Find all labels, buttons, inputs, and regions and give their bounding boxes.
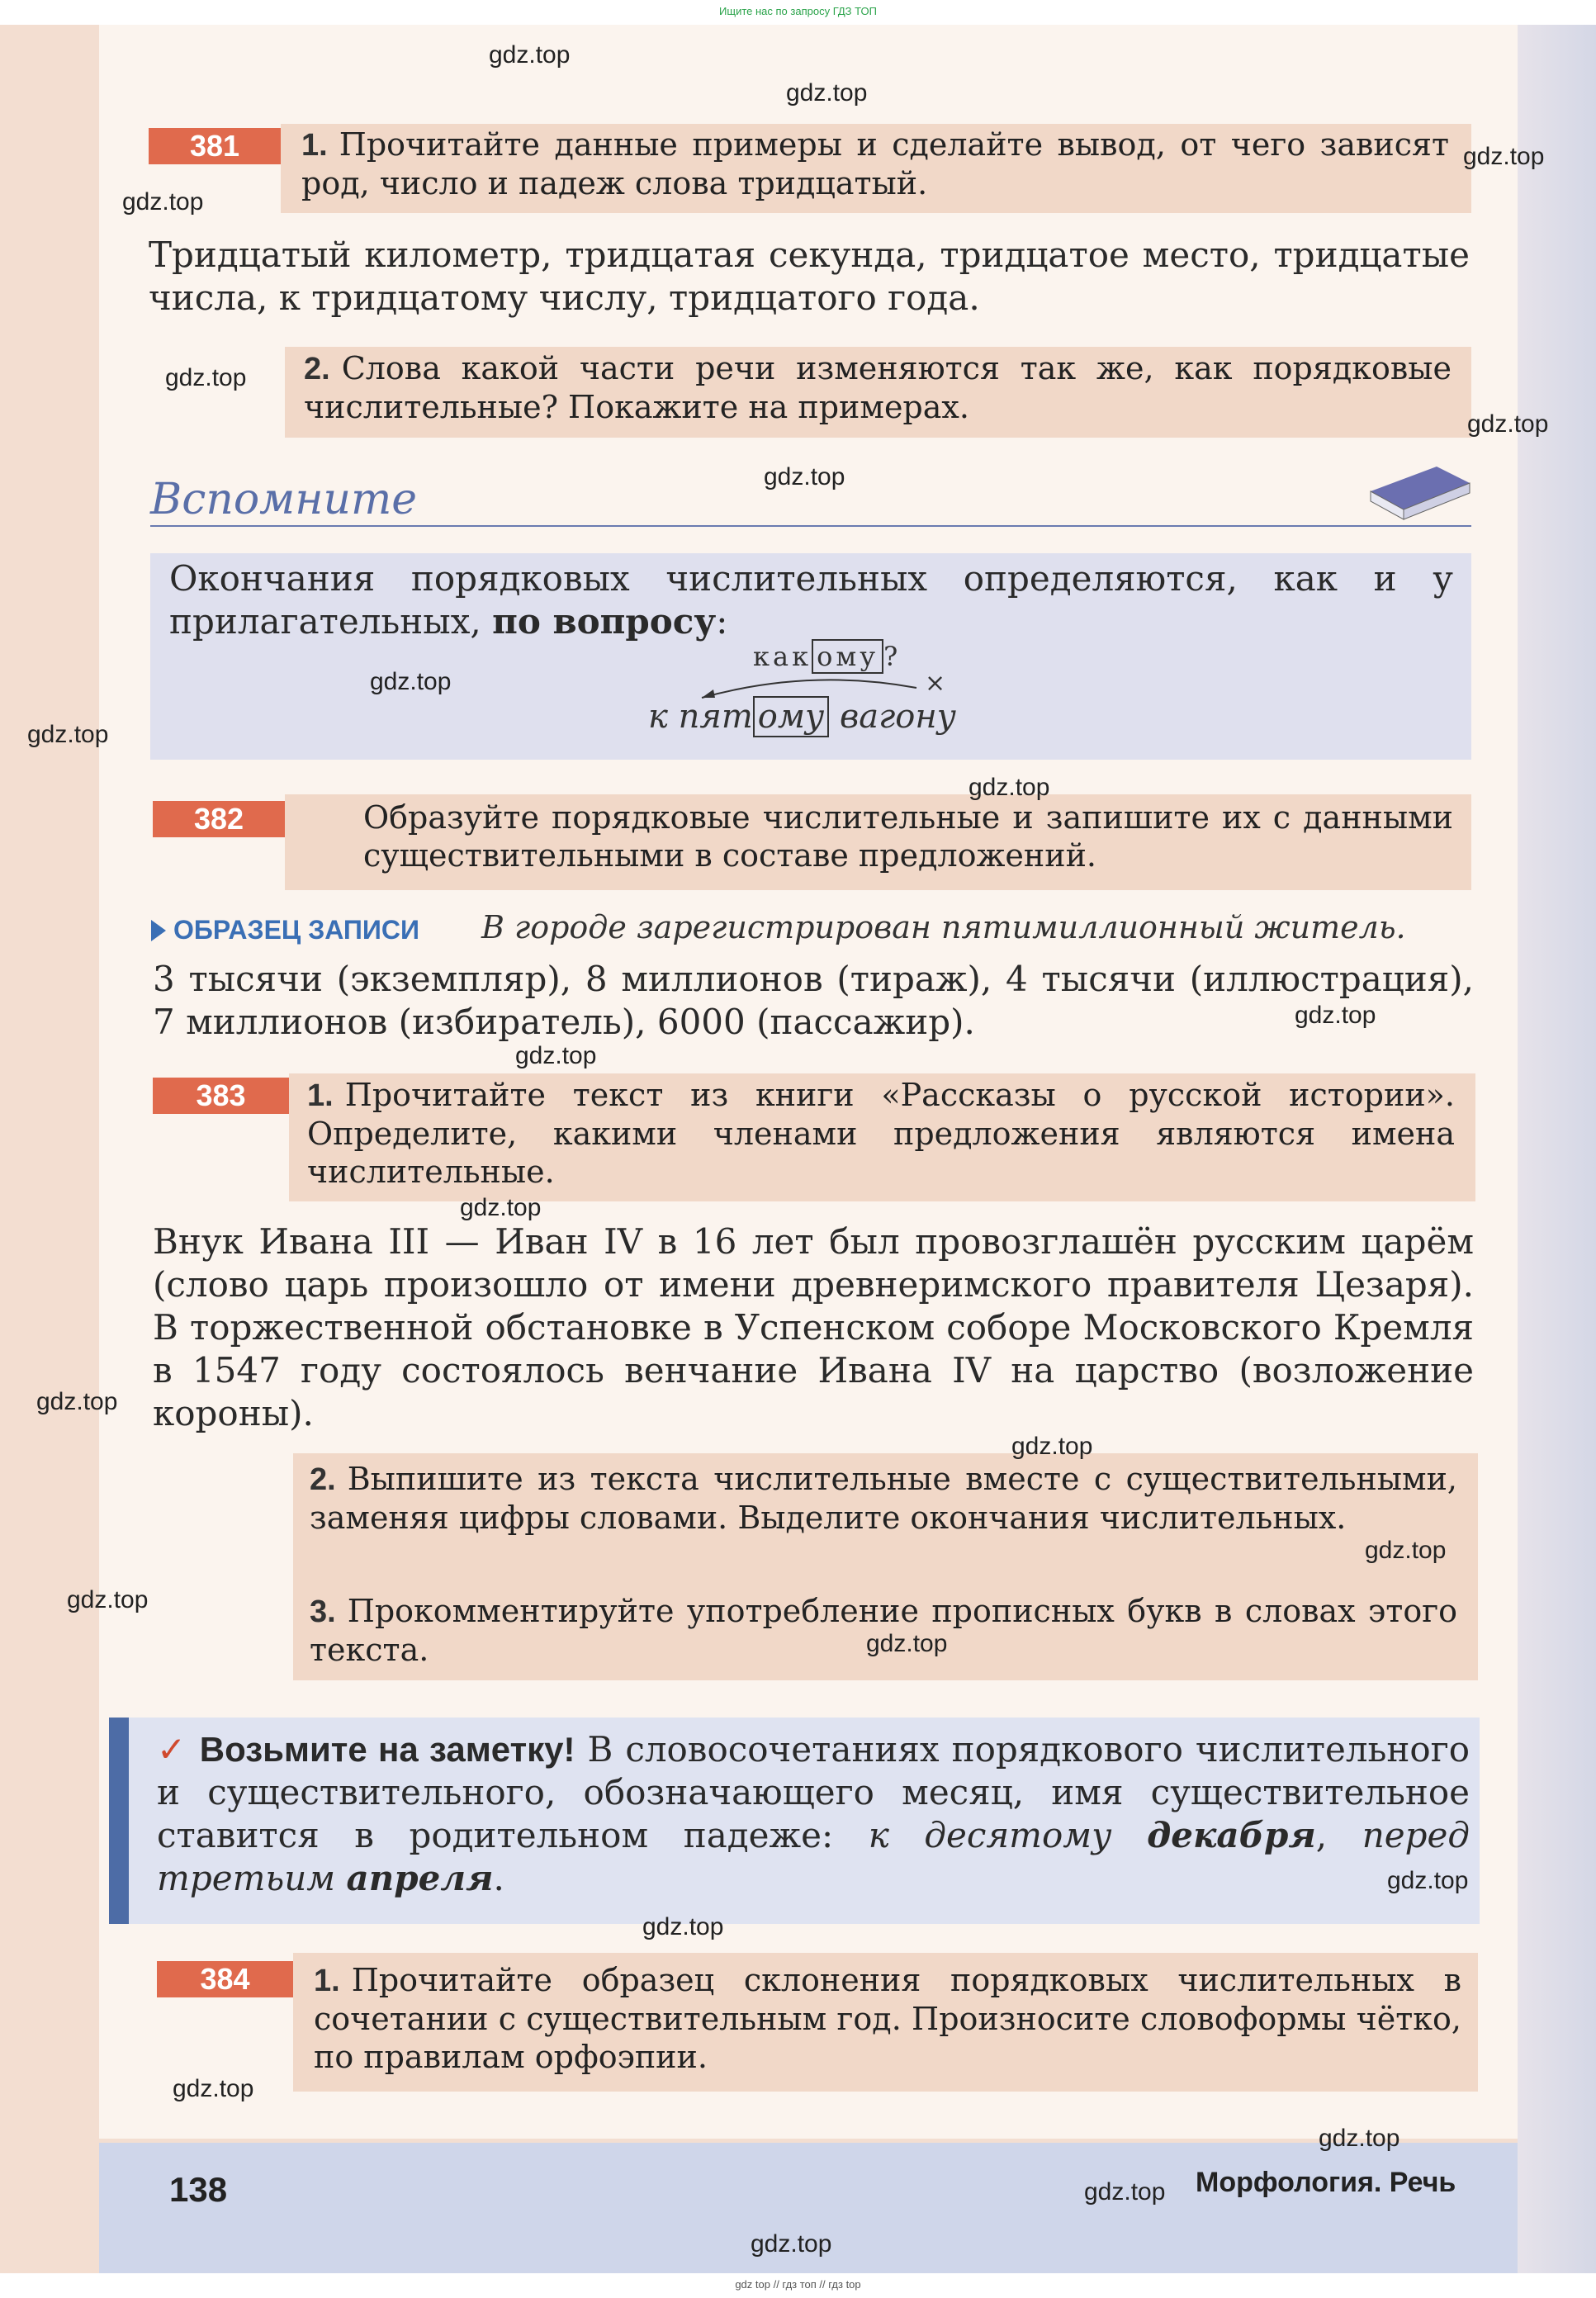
- sample-text: В городе зарегистрирован пятимиллионный житель.: [481, 909, 1406, 945]
- watermark: gdz.top: [642, 1913, 724, 1940]
- watermark: gdz.top: [1084, 2178, 1166, 2206]
- recall-title: Вспомните: [150, 475, 418, 524]
- task-383-1: [307, 1076, 1455, 1191]
- watermark: gdz.top: [866, 1630, 948, 1657]
- top-note: Ищите нас по запросу ГДЗ ТОП: [719, 5, 877, 17]
- bottom-note: gdz top // гдз топ // гдз top: [735, 2278, 861, 2291]
- check-icon: ✓: [157, 1729, 187, 1770]
- task-381-2: [304, 349, 1452, 426]
- example-prefix: к пят: [648, 698, 753, 736]
- task-number: 2.: [304, 352, 330, 386]
- section-name: Морфология. Речь: [1196, 2167, 1456, 2198]
- question-scheme: [753, 641, 901, 672]
- example-ending: ому: [753, 696, 829, 737]
- watermark: gdz.top: [968, 774, 1050, 801]
- note-example-1-bold: декабря: [1147, 1815, 1316, 1855]
- task-text: Прочитайте данные примеры и сделайте вывод, от чего зависят род, число и падеж слова тридцатый.: [301, 126, 1449, 201]
- sample-label: ОБРАЗЕЦ ЗАПИСИ: [173, 915, 420, 945]
- note-bar: [109, 1718, 129, 1924]
- task-text: Слова какой части речи изменяются так же, как порядковые числительные? Покажите на примерах.: [304, 350, 1452, 425]
- divider: [150, 525, 1471, 527]
- watermark: gdz.top: [165, 364, 247, 391]
- note-example-2: перед третьим: [157, 1815, 1470, 1898]
- watermark: gdz.top: [122, 188, 204, 216]
- watermark: gdz.top: [1467, 410, 1549, 438]
- recall-text-plain: Окончания порядковых числительных определяются, как и у прилагательных,: [169, 558, 1453, 642]
- task-382: Образуйте порядковые числительные и запишите их с данными существительными в составе предложений.: [363, 799, 1453, 874]
- watermark: gdz.top: [173, 2075, 254, 2102]
- watermark: gdz.top: [67, 1586, 149, 1613]
- note-title: Возьмите на заметку!: [199, 1730, 575, 1769]
- task-number: 1.: [314, 1964, 340, 1998]
- recall-colon: :: [716, 601, 728, 642]
- task-384-1: [314, 1961, 1461, 2076]
- recall-text: [169, 557, 1453, 643]
- task-number: 2.: [310, 1462, 336, 1497]
- exercise-text-381: Тридцатый километр, тридцатая секунда, тридцатое место, тридцатые числа, к тридцатому числу, тридцатого года.: [149, 235, 1470, 318]
- exercise-number-382: 382: [153, 801, 285, 837]
- note-example-2-bold: апреля: [346, 1858, 494, 1898]
- watermark: gdz.top: [764, 463, 845, 490]
- note-body: В словосочетаниях порядкового числительного и существительного, обозначающего месяц, имя существительное ставится в родительном падеже:: [157, 1729, 1470, 1855]
- example-suffix: вагону: [839, 698, 956, 736]
- cross-mark: ×: [925, 669, 946, 698]
- watermark: gdz.top: [1295, 1002, 1376, 1029]
- page-edge: [1518, 25, 1596, 2273]
- watermark: gdz.top: [1319, 2125, 1400, 2152]
- watermark: gdz.top: [370, 668, 452, 695]
- task-text: Прочитайте образец склонения порядковых числительных в сочетании с существительным год. Произносите словоформы чётко, по правилам орфоэпии.: [314, 1962, 1461, 2075]
- exercise-number-381: 381: [149, 128, 281, 164]
- watermark: gdz.top: [1387, 1867, 1469, 1894]
- question-prefix: как: [753, 641, 812, 672]
- watermark: gdz.top: [27, 721, 109, 748]
- note-text: ✓ Возьмите на заметку! В словосочетаниях порядкового числительного и существительного, обозначающего месяц, имя существительное ставится в родительном падеже: к десятому декабря, перед третьим апреля.: [157, 1729, 1470, 1898]
- recall-text-bold: по вопросу: [492, 601, 717, 642]
- question-ending: ому: [812, 639, 883, 674]
- watermark: gdz.top: [786, 79, 868, 107]
- book-icon: [1362, 458, 1478, 524]
- exercise-number-383: 383: [153, 1078, 289, 1114]
- task-text: Прокомментируйте употребление прописных букв в словах этого текста.: [310, 1593, 1457, 1668]
- watermark: gdz.top: [36, 1388, 118, 1415]
- task-text: Выпишите из текста числительные вместе с существительными, заменяя цифры словами. Выделите окончания числительных.: [310, 1461, 1457, 1536]
- task-number: 1.: [307, 1078, 334, 1113]
- example-scheme: [648, 698, 956, 736]
- exercise-text-383: Внук Ивана III — Иван IV в 16 лет был провозглашён русским царём (слово царь произошло от имени древнеримского правителя Цезаря). В торжественной обстановке в Успенском соборе Московского Кремля в 1547 году состоялось венчание Ивана IV на царство (возложение короны).: [153, 1221, 1474, 1433]
- task-number: 1.: [301, 128, 328, 163]
- watermark: gdz.top: [1463, 143, 1545, 170]
- triangle-icon: [151, 920, 166, 941]
- exercise-text-382: 3 тысячи (экземпляр), 8 миллионов (тираж), 4 тысячи (иллюстрация), 7 миллионов (избиратель), 6000 (пассажир).: [153, 959, 1474, 1042]
- task-text: Прочитайте текст из книги «Рассказы о русской истории». Определите, какими членами предложения являются имена числительные.: [307, 1077, 1455, 1190]
- watermark: gdz.top: [1011, 1433, 1093, 1460]
- watermark: gdz.top: [1365, 1537, 1447, 1564]
- task-number: 3.: [310, 1594, 336, 1629]
- watermark: gdz.top: [515, 1042, 597, 1069]
- watermark: gdz.top: [460, 1194, 542, 1221]
- question-mark: ?: [883, 641, 902, 672]
- note-example-1: к десятому: [868, 1815, 1112, 1855]
- task-383-2: [310, 1460, 1457, 1537]
- exercise-number-384: 384: [157, 1961, 293, 1997]
- watermark: gdz.top: [751, 2230, 832, 2258]
- watermark: gdz.top: [489, 41, 571, 69]
- page-number: 138: [169, 2170, 228, 2209]
- task-381-1: [301, 126, 1449, 202]
